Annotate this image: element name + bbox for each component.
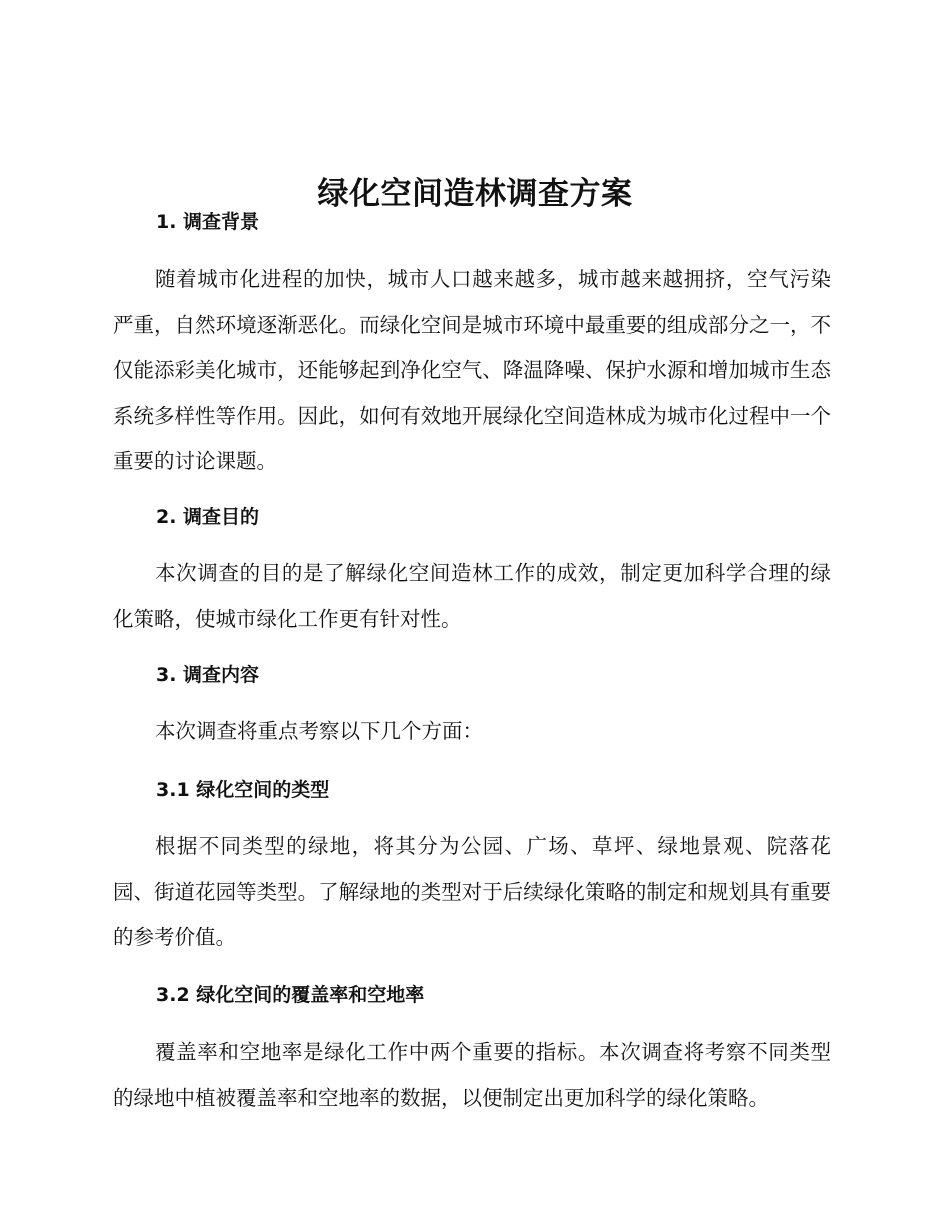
section-heading-background: 1. 调查背景	[156, 211, 260, 233]
section-heading-green-space-types: 3.1 绿化空间的类型	[156, 779, 330, 801]
section-paragraph-background: 随着城市化进程的加快，城市人口越来越多，城市越来越拥挤，空气污染严重，自然环境逐渐恶化。而绿化空间是城市环境中最重要的组成部分之一，不仅能添彩美化城市，还能够起到净化空气、降温降噪、保护水源和增加城市生态系统多样性等作用。因此，如何有效地开展绿化空间造林成为城市化过程中一个重要的讨论课题。	[113, 267, 831, 473]
document-title: 绿化空间造林调查方案	[317, 175, 633, 212]
section-heading-purpose: 2. 调查目的	[156, 506, 260, 528]
section-paragraph-green-space-types: 根据不同类型的绿地，将其分为公园、广场、草坪、绿地景观、院落花园、街道花园等类型。了解绿地的类型对于后续绿化策略的制定和规划具有重要的参考价值。	[113, 834, 831, 949]
section-heading-content: 3. 调查内容	[156, 664, 260, 686]
section-heading-coverage-rates: 3.2 绿化空间的覆盖率和空地率	[156, 984, 425, 1006]
section-paragraph-purpose: 本次调查的目的是了解绿化空间造林工作的成效，制定更加科学合理的绿化策略，使城市绿化工作更有针对性。	[113, 561, 831, 631]
section-paragraph-coverage-rates: 覆盖率和空地率是绿化工作中两个重要的指标。本次调查将考察不同类型的绿地中植被覆盖率和空地率的数据，以便制定出更加科学的绿化策略。	[113, 1040, 831, 1110]
section-paragraph-content: 本次调查将重点考察以下几个方面：	[155, 719, 483, 743]
